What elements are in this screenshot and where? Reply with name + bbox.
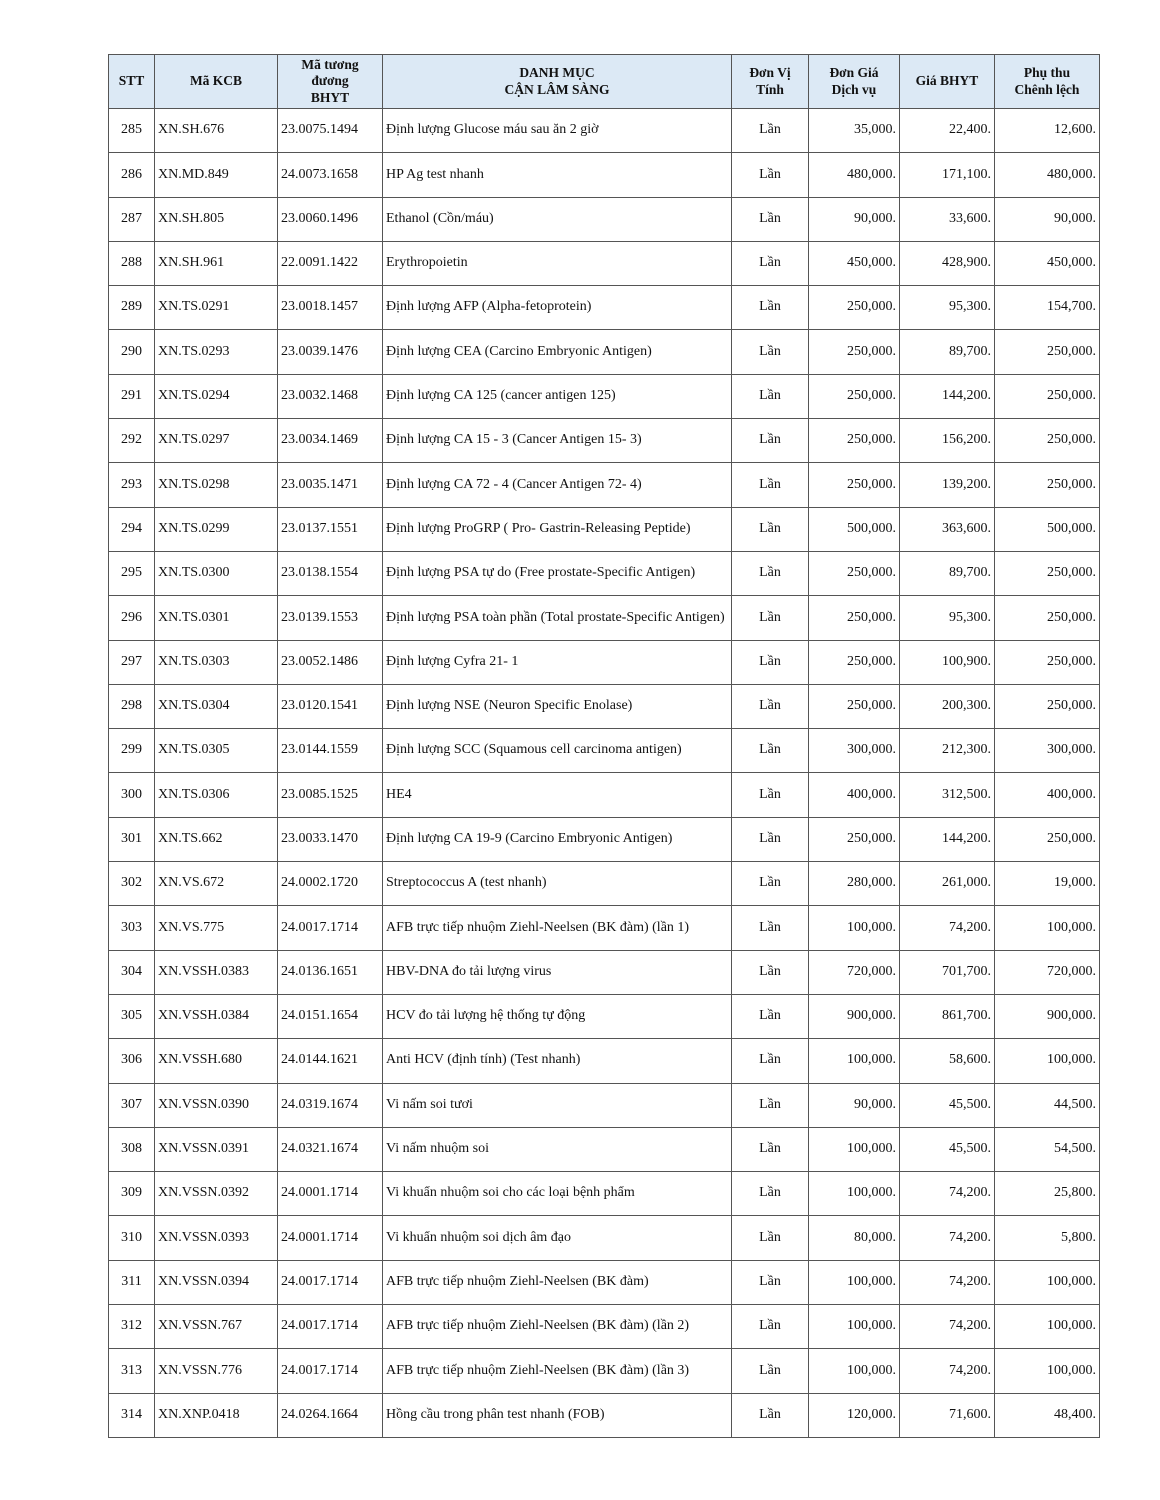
table-row (109, 596, 1100, 640)
cell-ma-bhyt: 24.0144.1621 (278, 1039, 383, 1083)
cell-ma-bhyt: 24.0136.1651 (278, 950, 383, 994)
cell-gia-bhyt: 74,200. (900, 906, 995, 950)
cell-don-vi: Lần (732, 906, 809, 950)
cell-stt: 285 (109, 109, 155, 153)
table-row (109, 507, 1100, 551)
cell-ma-kcb: XN.VSSH.680 (155, 1039, 278, 1083)
cell-ten-dich-vu: Định lượng ProGRP ( Pro- Gastrin-Releasing Peptide) (383, 507, 732, 551)
cell-ten-dich-vu: HBV-DNA đo tải lượng virus (383, 950, 732, 994)
cell-don-vi: Lần (732, 640, 809, 684)
cell-phu-thu: 12,600. (995, 109, 1100, 153)
cell-ma-kcb: XN.VS.775 (155, 906, 278, 950)
table-row (109, 241, 1100, 285)
table-row (109, 862, 1100, 906)
cell-gia-bhyt: 71,600. (900, 1393, 995, 1437)
cell-ma-bhyt: 23.0120.1541 (278, 684, 383, 728)
cell-phu-thu: 100,000. (995, 906, 1100, 950)
cell-gia-bhyt: 33,600. (900, 197, 995, 241)
cell-don-vi: Lần (732, 153, 809, 197)
cell-don-gia: 250,000. (809, 640, 900, 684)
cell-don-vi: Lần (732, 1127, 809, 1171)
cell-stt: 309 (109, 1172, 155, 1216)
cell-phu-thu: 250,000. (995, 330, 1100, 374)
cell-don-gia: 90,000. (809, 197, 900, 241)
cell-ten-dich-vu: Vi nấm soi tươi (383, 1083, 732, 1127)
cell-don-gia: 80,000. (809, 1216, 900, 1260)
cell-don-vi: Lần (732, 109, 809, 153)
cell-stt: 288 (109, 241, 155, 285)
header-stt: STT (109, 55, 155, 109)
cell-don-gia: 90,000. (809, 1083, 900, 1127)
cell-don-gia: 250,000. (809, 596, 900, 640)
cell-don-vi: Lần (732, 773, 809, 817)
cell-ten-dich-vu: Định lượng PSA toàn phần (Total prostate-Specific Antigen) (383, 596, 732, 640)
cell-phu-thu: 19,000. (995, 862, 1100, 906)
cell-ma-kcb: XN.TS.0301 (155, 596, 278, 640)
cell-don-gia: 250,000. (809, 286, 900, 330)
cell-ten-dich-vu: Định lượng CA 15 - 3 (Cancer Antigen 15- 3) (383, 419, 732, 463)
cell-stt: 293 (109, 463, 155, 507)
cell-ma-bhyt: 24.0321.1674 (278, 1127, 383, 1171)
cell-phu-thu: 900,000. (995, 994, 1100, 1038)
cell-don-vi: Lần (732, 1393, 809, 1437)
cell-phu-thu: 100,000. (995, 1349, 1100, 1393)
cell-stt: 286 (109, 153, 155, 197)
cell-stt: 305 (109, 994, 155, 1038)
cell-ma-bhyt: 24.0319.1674 (278, 1083, 383, 1127)
cell-ma-kcb: XN.TS.0293 (155, 330, 278, 374)
table-row (109, 640, 1100, 684)
cell-ma-kcb: XN.TS.0297 (155, 419, 278, 463)
cell-don-gia: 250,000. (809, 463, 900, 507)
cell-don-vi: Lần (732, 1216, 809, 1260)
cell-gia-bhyt: 212,300. (900, 729, 995, 773)
cell-phu-thu: 48,400. (995, 1393, 1100, 1437)
table-row (109, 1305, 1100, 1349)
cell-don-vi: Lần (732, 374, 809, 418)
table-row (109, 950, 1100, 994)
cell-phu-thu: 720,000. (995, 950, 1100, 994)
cell-ma-kcb: XN.VSSN.0394 (155, 1260, 278, 1304)
cell-don-gia: 100,000. (809, 1260, 900, 1304)
cell-stt: 289 (109, 286, 155, 330)
cell-don-gia: 300,000. (809, 729, 900, 773)
cell-stt: 301 (109, 817, 155, 861)
cell-ma-bhyt: 23.0085.1525 (278, 773, 383, 817)
cell-don-vi: Lần (732, 1172, 809, 1216)
cell-gia-bhyt: 861,700. (900, 994, 995, 1038)
cell-gia-bhyt: 100,900. (900, 640, 995, 684)
cell-ten-dich-vu: AFB trực tiếp nhuộm Ziehl-Neelsen (BK đàm) (383, 1260, 732, 1304)
cell-stt: 307 (109, 1083, 155, 1127)
cell-don-gia: 35,000. (809, 109, 900, 153)
cell-ma-kcb: XN.TS.0306 (155, 773, 278, 817)
cell-ma-kcb: XN.TS.0305 (155, 729, 278, 773)
cell-ten-dich-vu: Định lượng CA 19-9 (Carcino Embryonic Antigen) (383, 817, 732, 861)
cell-phu-thu: 450,000. (995, 241, 1100, 285)
cell-don-gia: 250,000. (809, 419, 900, 463)
cell-ma-kcb: XN.TS.662 (155, 817, 278, 861)
cell-phu-thu: 250,000. (995, 596, 1100, 640)
cell-gia-bhyt: 200,300. (900, 684, 995, 728)
cell-ten-dich-vu: Vi khuẩn nhuộm soi cho các loại bệnh phẩm (383, 1172, 732, 1216)
cell-ma-bhyt: 24.0001.1714 (278, 1216, 383, 1260)
cell-ma-kcb: XN.VSSN.0393 (155, 1216, 278, 1260)
cell-ma-kcb: XN.MD.849 (155, 153, 278, 197)
cell-gia-bhyt: 89,700. (900, 551, 995, 595)
table-header-row (109, 55, 1100, 109)
cell-don-vi: Lần (732, 817, 809, 861)
cell-phu-thu: 250,000. (995, 551, 1100, 595)
cell-stt: 297 (109, 640, 155, 684)
cell-ma-kcb: XN.TS.0304 (155, 684, 278, 728)
cell-phu-thu: 250,000. (995, 374, 1100, 418)
cell-ten-dich-vu: Định lượng Cyfra 21- 1 (383, 640, 732, 684)
cell-don-gia: 100,000. (809, 906, 900, 950)
cell-stt: 298 (109, 684, 155, 728)
cell-gia-bhyt: 74,200. (900, 1260, 995, 1304)
cell-ten-dich-vu: AFB trực tiếp nhuộm Ziehl-Neelsen (BK đàm) (lần 3) (383, 1349, 732, 1393)
cell-stt: 313 (109, 1349, 155, 1393)
cell-don-vi: Lần (732, 330, 809, 374)
cell-gia-bhyt: 701,700. (900, 950, 995, 994)
cell-don-gia: 480,000. (809, 153, 900, 197)
cell-ma-kcb: XN.TS.0298 (155, 463, 278, 507)
cell-stt: 294 (109, 507, 155, 551)
cell-phu-thu: 250,000. (995, 817, 1100, 861)
cell-ten-dich-vu: Định lượng SCC (Squamous cell carcinoma antigen) (383, 729, 732, 773)
cell-gia-bhyt: 74,200. (900, 1172, 995, 1216)
cell-ma-bhyt: 23.0139.1553 (278, 596, 383, 640)
cell-gia-bhyt: 428,900. (900, 241, 995, 285)
cell-phu-thu: 250,000. (995, 463, 1100, 507)
cell-ma-bhyt: 23.0018.1457 (278, 286, 383, 330)
cell-don-vi: Lần (732, 507, 809, 551)
cell-ma-bhyt: 23.0034.1469 (278, 419, 383, 463)
cell-ten-dich-vu: AFB trực tiếp nhuộm Ziehl-Neelsen (BK đàm) (lần 2) (383, 1305, 732, 1349)
cell-gia-bhyt: 261,000. (900, 862, 995, 906)
cell-stt: 314 (109, 1393, 155, 1437)
cell-don-vi: Lần (732, 950, 809, 994)
cell-gia-bhyt: 58,600. (900, 1039, 995, 1083)
cell-ma-bhyt: 23.0138.1554 (278, 551, 383, 595)
cell-stt: 296 (109, 596, 155, 640)
cell-ma-kcb: XN.TS.0299 (155, 507, 278, 551)
cell-don-vi: Lần (732, 1260, 809, 1304)
cell-ma-bhyt: 23.0060.1496 (278, 197, 383, 241)
cell-ten-dich-vu: HCV đo tải lượng hệ thống tự động (383, 994, 732, 1038)
header-gia-bhyt: Giá BHYT (900, 55, 995, 109)
cell-ma-bhyt: 24.0017.1714 (278, 1305, 383, 1349)
cell-ma-bhyt: 24.0017.1714 (278, 906, 383, 950)
cell-ma-kcb: XN.TS.0303 (155, 640, 278, 684)
cell-ma-kcb: XN.VSSN.0392 (155, 1172, 278, 1216)
cell-stt: 299 (109, 729, 155, 773)
cell-ten-dich-vu: HP Ag test nhanh (383, 153, 732, 197)
cell-don-gia: 100,000. (809, 1039, 900, 1083)
cell-phu-thu: 400,000. (995, 773, 1100, 817)
table-row (109, 1216, 1100, 1260)
table-row (109, 817, 1100, 861)
cell-ten-dich-vu: Vi khuẩn nhuộm soi dịch âm đạo (383, 1216, 732, 1260)
cell-don-vi: Lần (732, 862, 809, 906)
cell-gia-bhyt: 74,200. (900, 1305, 995, 1349)
cell-don-gia: 720,000. (809, 950, 900, 994)
cell-don-gia: 900,000. (809, 994, 900, 1038)
cell-ten-dich-vu: Erythropoietin (383, 241, 732, 285)
table-row (109, 994, 1100, 1038)
cell-phu-thu: 25,800. (995, 1172, 1100, 1216)
table-row (109, 684, 1100, 728)
cell-phu-thu: 100,000. (995, 1039, 1100, 1083)
price-table (108, 54, 1100, 1438)
cell-ma-bhyt: 23.0052.1486 (278, 640, 383, 684)
cell-stt: 292 (109, 419, 155, 463)
cell-don-gia: 450,000. (809, 241, 900, 285)
cell-stt: 311 (109, 1260, 155, 1304)
cell-phu-thu: 250,000. (995, 640, 1100, 684)
cell-stt: 290 (109, 330, 155, 374)
table-row (109, 153, 1100, 197)
cell-stt: 308 (109, 1127, 155, 1171)
cell-stt: 300 (109, 773, 155, 817)
cell-don-gia: 250,000. (809, 551, 900, 595)
cell-gia-bhyt: 363,600. (900, 507, 995, 551)
cell-gia-bhyt: 312,500. (900, 773, 995, 817)
cell-ma-kcb: XN.TS.0291 (155, 286, 278, 330)
cell-ma-kcb: XN.SH.805 (155, 197, 278, 241)
cell-stt: 295 (109, 551, 155, 595)
cell-ten-dich-vu: Định lượng Glucose máu sau ăn 2 giờ (383, 109, 732, 153)
cell-ma-kcb: XN.VSSH.0383 (155, 950, 278, 994)
cell-gia-bhyt: 144,200. (900, 817, 995, 861)
cell-ten-dich-vu: Định lượng NSE (Neuron Specific Enolase) (383, 684, 732, 728)
cell-ma-bhyt: 23.0039.1476 (278, 330, 383, 374)
table-row (109, 419, 1100, 463)
cell-ma-kcb: XN.VSSN.767 (155, 1305, 278, 1349)
cell-don-vi: Lần (732, 729, 809, 773)
cell-gia-bhyt: 95,300. (900, 286, 995, 330)
table-row (109, 197, 1100, 241)
cell-ten-dich-vu: Định lượng CA 125 (cancer antigen 125) (383, 374, 732, 418)
cell-stt: 312 (109, 1305, 155, 1349)
table-row (109, 1083, 1100, 1127)
header-ma-bhyt: Mã tương đương BHYT (278, 55, 383, 109)
cell-gia-bhyt: 45,500. (900, 1083, 995, 1127)
cell-phu-thu: 44,500. (995, 1083, 1100, 1127)
cell-phu-thu: 250,000. (995, 419, 1100, 463)
cell-ma-bhyt: 23.0144.1559 (278, 729, 383, 773)
cell-ten-dich-vu: Vi nấm nhuộm soi (383, 1127, 732, 1171)
cell-don-gia: 500,000. (809, 507, 900, 551)
cell-don-vi: Lần (732, 1349, 809, 1393)
cell-phu-thu: 90,000. (995, 197, 1100, 241)
cell-ma-bhyt: 23.0035.1471 (278, 463, 383, 507)
table-row (109, 330, 1100, 374)
cell-ten-dich-vu: AFB trực tiếp nhuộm Ziehl-Neelsen (BK đàm) (lần 1) (383, 906, 732, 950)
cell-ma-kcb: XN.XNP.0418 (155, 1393, 278, 1437)
cell-phu-thu: 100,000. (995, 1260, 1100, 1304)
table-row (109, 729, 1100, 773)
cell-stt: 304 (109, 950, 155, 994)
cell-gia-bhyt: 74,200. (900, 1349, 995, 1393)
cell-don-gia: 100,000. (809, 1305, 900, 1349)
table-row (109, 1260, 1100, 1304)
cell-don-gia: 100,000. (809, 1172, 900, 1216)
cell-ma-bhyt: 24.0002.1720 (278, 862, 383, 906)
cell-ma-kcb: XN.VSSN.776 (155, 1349, 278, 1393)
cell-stt: 287 (109, 197, 155, 241)
cell-ma-bhyt: 24.0001.1714 (278, 1172, 383, 1216)
cell-ten-dich-vu: Hồng cầu trong phân test nhanh (FOB) (383, 1393, 732, 1437)
table-row (109, 906, 1100, 950)
cell-ten-dich-vu: Định lượng PSA tự do (Free prostate-Specific Antigen) (383, 551, 732, 595)
table-row (109, 1127, 1100, 1171)
cell-phu-thu: 54,500. (995, 1127, 1100, 1171)
cell-don-gia: 120,000. (809, 1393, 900, 1437)
cell-ma-bhyt: 23.0032.1468 (278, 374, 383, 418)
cell-gia-bhyt: 144,200. (900, 374, 995, 418)
cell-phu-thu: 480,000. (995, 153, 1100, 197)
cell-don-gia: 400,000. (809, 773, 900, 817)
cell-ten-dich-vu: Streptococcus A (test nhanh) (383, 862, 732, 906)
cell-ten-dich-vu: Anti HCV (định tính) (Test nhanh) (383, 1039, 732, 1083)
cell-don-vi: Lần (732, 241, 809, 285)
cell-gia-bhyt: 156,200. (900, 419, 995, 463)
cell-ma-bhyt: 24.0017.1714 (278, 1260, 383, 1304)
table-row (109, 463, 1100, 507)
table-row (109, 1039, 1100, 1083)
cell-don-vi: Lần (732, 994, 809, 1038)
cell-stt: 310 (109, 1216, 155, 1260)
cell-don-gia: 280,000. (809, 862, 900, 906)
cell-stt: 302 (109, 862, 155, 906)
cell-ma-kcb: XN.VSSH.0384 (155, 994, 278, 1038)
cell-don-vi: Lần (732, 551, 809, 595)
cell-ma-bhyt: 23.0075.1494 (278, 109, 383, 153)
cell-don-gia: 100,000. (809, 1349, 900, 1393)
cell-don-gia: 250,000. (809, 330, 900, 374)
table-row (109, 551, 1100, 595)
cell-don-vi: Lần (732, 596, 809, 640)
cell-ten-dich-vu: Ethanol (Cồn/máu) (383, 197, 732, 241)
cell-gia-bhyt: 95,300. (900, 596, 995, 640)
cell-ma-kcb: XN.TS.0294 (155, 374, 278, 418)
header-phu-thu: Phụ thu Chênh lệch (995, 55, 1100, 109)
table-row (109, 374, 1100, 418)
cell-stt: 303 (109, 906, 155, 950)
cell-stt: 291 (109, 374, 155, 418)
cell-don-vi: Lần (732, 684, 809, 728)
cell-ma-bhyt: 22.0091.1422 (278, 241, 383, 285)
header-ma-kcb: Mã KCB (155, 55, 278, 109)
header-don-vi: Đơn Vị Tính (732, 55, 809, 109)
cell-don-vi: Lần (732, 1039, 809, 1083)
cell-ten-dich-vu: Định lượng CA 72 - 4 (Cancer Antigen 72- 4) (383, 463, 732, 507)
header-don-gia: Đơn Giá Dịch vụ (809, 55, 900, 109)
cell-ma-bhyt: 24.0073.1658 (278, 153, 383, 197)
cell-gia-bhyt: 74,200. (900, 1216, 995, 1260)
cell-gia-bhyt: 89,700. (900, 330, 995, 374)
cell-ma-kcb: XN.VS.672 (155, 862, 278, 906)
cell-ma-bhyt: 23.0137.1551 (278, 507, 383, 551)
header-danh-muc: DANH MỤC CẬN LÂM SÀNG (383, 55, 732, 109)
cell-ma-kcb: XN.SH.961 (155, 241, 278, 285)
cell-ma-bhyt: 24.0017.1714 (278, 1349, 383, 1393)
cell-phu-thu: 250,000. (995, 684, 1100, 728)
cell-don-gia: 250,000. (809, 374, 900, 418)
table-row (109, 109, 1100, 153)
cell-ma-kcb: XN.TS.0300 (155, 551, 278, 595)
cell-phu-thu: 100,000. (995, 1305, 1100, 1349)
cell-gia-bhyt: 139,200. (900, 463, 995, 507)
cell-stt: 306 (109, 1039, 155, 1083)
cell-don-gia: 250,000. (809, 817, 900, 861)
cell-ma-bhyt: 23.0033.1470 (278, 817, 383, 861)
cell-gia-bhyt: 45,500. (900, 1127, 995, 1171)
cell-don-vi: Lần (732, 463, 809, 507)
cell-ma-kcb: XN.VSSN.0391 (155, 1127, 278, 1171)
cell-phu-thu: 500,000. (995, 507, 1100, 551)
cell-gia-bhyt: 22,400. (900, 109, 995, 153)
table-row (109, 773, 1100, 817)
cell-phu-thu: 154,700. (995, 286, 1100, 330)
table-row (109, 1393, 1100, 1437)
cell-don-vi: Lần (732, 419, 809, 463)
cell-ma-kcb: XN.SH.676 (155, 109, 278, 153)
cell-don-vi: Lần (732, 197, 809, 241)
cell-don-vi: Lần (732, 286, 809, 330)
table-body (109, 109, 1100, 1438)
cell-ma-bhyt: 24.0151.1654 (278, 994, 383, 1038)
cell-phu-thu: 300,000. (995, 729, 1100, 773)
cell-ma-kcb: XN.VSSN.0390 (155, 1083, 278, 1127)
cell-don-vi: Lần (732, 1083, 809, 1127)
table-row (109, 1172, 1100, 1216)
cell-ten-dich-vu: Định lượng CEA (Carcino Embryonic Antigen) (383, 330, 732, 374)
table-row (109, 1349, 1100, 1393)
cell-gia-bhyt: 171,100. (900, 153, 995, 197)
cell-don-gia: 100,000. (809, 1127, 900, 1171)
cell-don-gia: 250,000. (809, 684, 900, 728)
cell-ten-dich-vu: Định lượng AFP (Alpha-fetoprotein) (383, 286, 732, 330)
cell-don-vi: Lần (732, 1305, 809, 1349)
table-row (109, 286, 1100, 330)
cell-ma-bhyt: 24.0264.1664 (278, 1393, 383, 1437)
cell-ten-dich-vu: HE4 (383, 773, 732, 817)
cell-phu-thu: 5,800. (995, 1216, 1100, 1260)
